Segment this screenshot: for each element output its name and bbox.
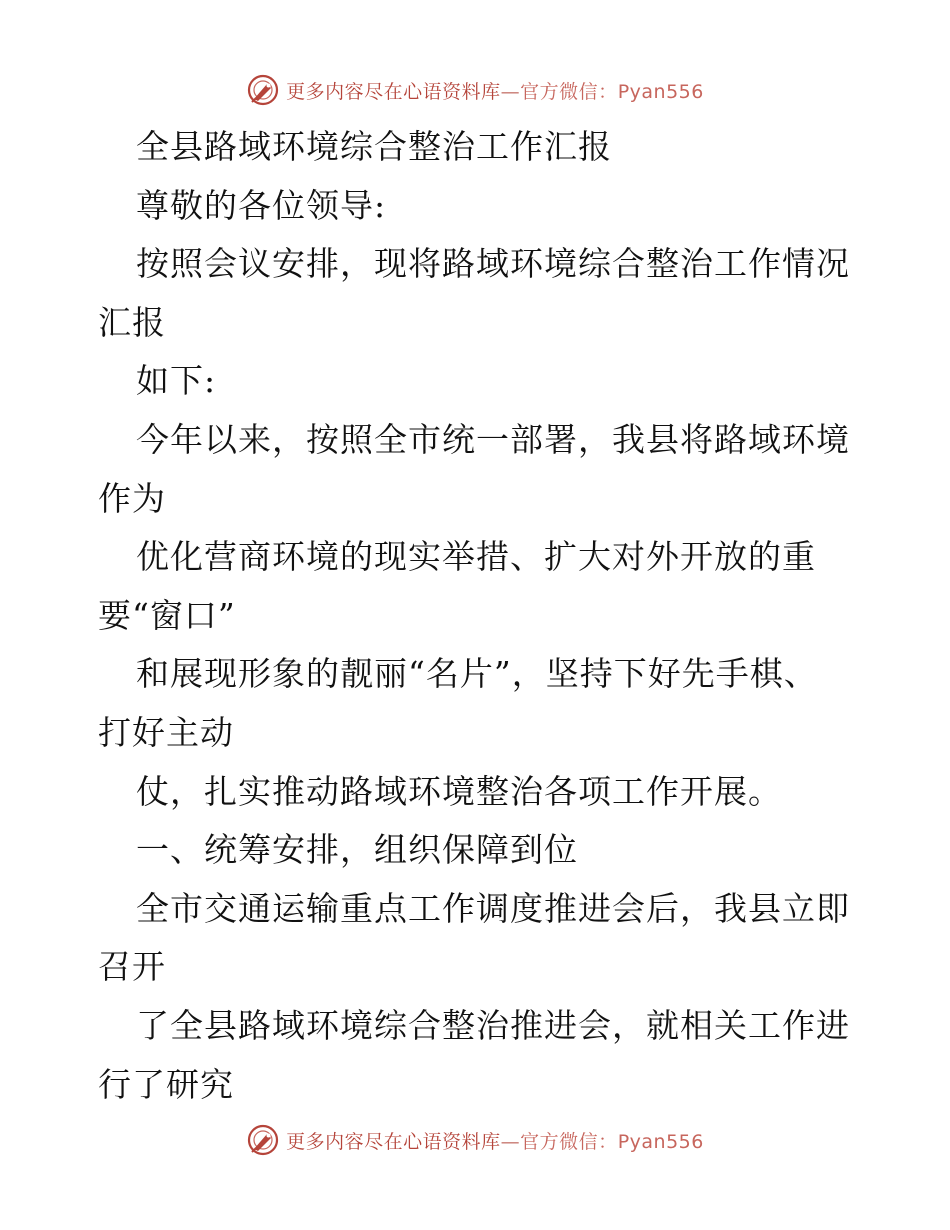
pen-nib-logo-icon <box>246 1123 280 1157</box>
watermark-wechat-id: Pyan556 <box>617 80 704 103</box>
paragraph-line: 和展现形象的靓丽“名片”，坚持下好先手棋、 <box>136 654 818 694</box>
paragraph-line: 召开 <box>98 947 166 987</box>
paragraph-line: 今年以来，按照全市统一部署，我县将路域环境 <box>136 419 850 459</box>
watermark-wechat-label: 官方微信： <box>520 80 618 103</box>
paragraph-line: 按照会议安排，现将路域环境综合整治工作情况 <box>136 244 850 284</box>
pen-nib-logo-icon <box>246 73 280 107</box>
paragraph-line: 汇报 <box>98 302 166 342</box>
paragraph-line: 作为 <box>98 478 166 518</box>
document-title: 全县路域环境综合整治工作汇报 <box>136 127 612 166</box>
salutation: 尊敬的各位领导: <box>136 185 387 225</box>
watermark-separator: — <box>500 1130 521 1153</box>
paragraph-line: 要“窗口” <box>98 595 236 635</box>
watermark-text <box>286 1127 704 1154</box>
paragraph-line: 行了研究 <box>98 1064 234 1104</box>
watermark-text <box>286 77 704 104</box>
watermark-wechat-label: 官方微信： <box>520 1130 618 1153</box>
section-heading: 一、统筹安排，组织保障到位 <box>136 830 578 870</box>
watermark-main-text: 更多内容尽在心语资料库 <box>286 80 501 103</box>
watermark-separator: — <box>500 80 521 103</box>
paragraph-line: 了全县路域环境综合整治推进会，就相关工作进 <box>136 1005 850 1045</box>
document-body <box>98 118 858 1114</box>
paragraph-line: 打好主动 <box>98 712 234 752</box>
header-watermark <box>0 70 950 110</box>
watermark-wechat-id: Pyan556 <box>617 1130 704 1153</box>
paragraph-line: 全市交通运输重点工作调度推进会后，我县立即 <box>136 888 850 928</box>
paragraph-line: 仗，扎实推动路域环境整治各项工作开展。 <box>136 771 782 811</box>
footer-watermark <box>0 1120 950 1160</box>
paragraph-line: 优化营商环境的现实举措、扩大对外开放的重 <box>136 537 816 577</box>
watermark-main-text: 更多内容尽在心语资料库 <box>286 1130 501 1153</box>
paragraph-line: 如下: <box>136 361 217 401</box>
